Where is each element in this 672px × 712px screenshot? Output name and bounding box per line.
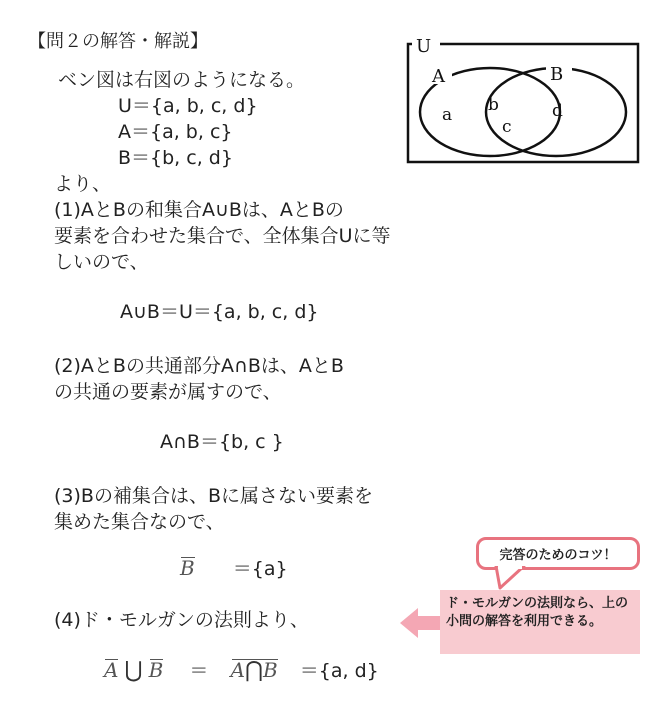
part2-line-2: の共通の要素が属すので、	[54, 381, 282, 403]
part3-line-1: (3)Bの補集合は、Bに属さない要素を	[54, 485, 373, 507]
part3-formula	[180, 556, 288, 581]
part4-line: (4)ド・モルガンの法則より、	[54, 609, 309, 631]
b-complement-symbol-2: B	[148, 658, 164, 682]
element-b: b	[488, 95, 499, 115]
tip-box	[440, 590, 640, 654]
tip-title: 完答のためのコツ！	[499, 548, 617, 563]
part4-result: ＝{a, d}	[299, 660, 379, 682]
b-complement-symbol: B	[180, 556, 195, 580]
part1-line-3: しいので、	[54, 251, 149, 273]
set-a-label: A	[432, 66, 445, 87]
set-u-definition: U＝{a, b, c, d}	[118, 95, 258, 117]
a-complement-symbol: A	[104, 658, 119, 682]
set-a-definition: A＝{a, b, c}	[118, 121, 233, 143]
universe-label: U	[416, 36, 432, 57]
intersection-symbol: ⋂	[244, 658, 263, 683]
element-a: a	[442, 105, 453, 125]
part1-result: A∪B＝U＝{a, b, c, d}	[120, 301, 319, 323]
intersection-complement	[231, 658, 278, 683]
part2-result: A∩B＝{b, c }	[160, 431, 284, 453]
bubble-tail	[490, 566, 534, 592]
part1-line-1: (1)AとBの和集合A∪Bは、AとBの	[54, 199, 344, 221]
venn-diagram	[400, 32, 648, 172]
part1-line-2: 要素を合わせた集合で、全体集合Uに等	[54, 225, 391, 247]
yori-text: より、	[54, 173, 112, 195]
de-morgan-formula	[104, 658, 379, 683]
element-d: d	[552, 101, 563, 121]
left-arrow-icon	[400, 606, 440, 640]
page-heading: 【問２の解答・解説】	[28, 31, 208, 52]
venn-intro: ベン図は右図のようになる。	[58, 69, 306, 91]
union-symbol: ⋃	[124, 658, 143, 683]
part3-line-2: 集めた集合なので、	[54, 511, 225, 533]
b-symbol: B	[263, 658, 278, 682]
element-c: c	[502, 117, 512, 137]
a-symbol: A	[230, 658, 245, 682]
set-b-label: B	[550, 64, 564, 85]
tip-body: ド・モルガンの法則なら、上の小問の解答を利用できる。	[446, 596, 629, 629]
part2-line-1: (2)AとBの共通部分A∩Bは、AとB	[54, 355, 344, 377]
set-b-definition: B＝{b, c, d}	[118, 147, 233, 169]
equals-sign: ＝	[189, 660, 209, 682]
part3-result: ＝{a}	[232, 558, 288, 580]
